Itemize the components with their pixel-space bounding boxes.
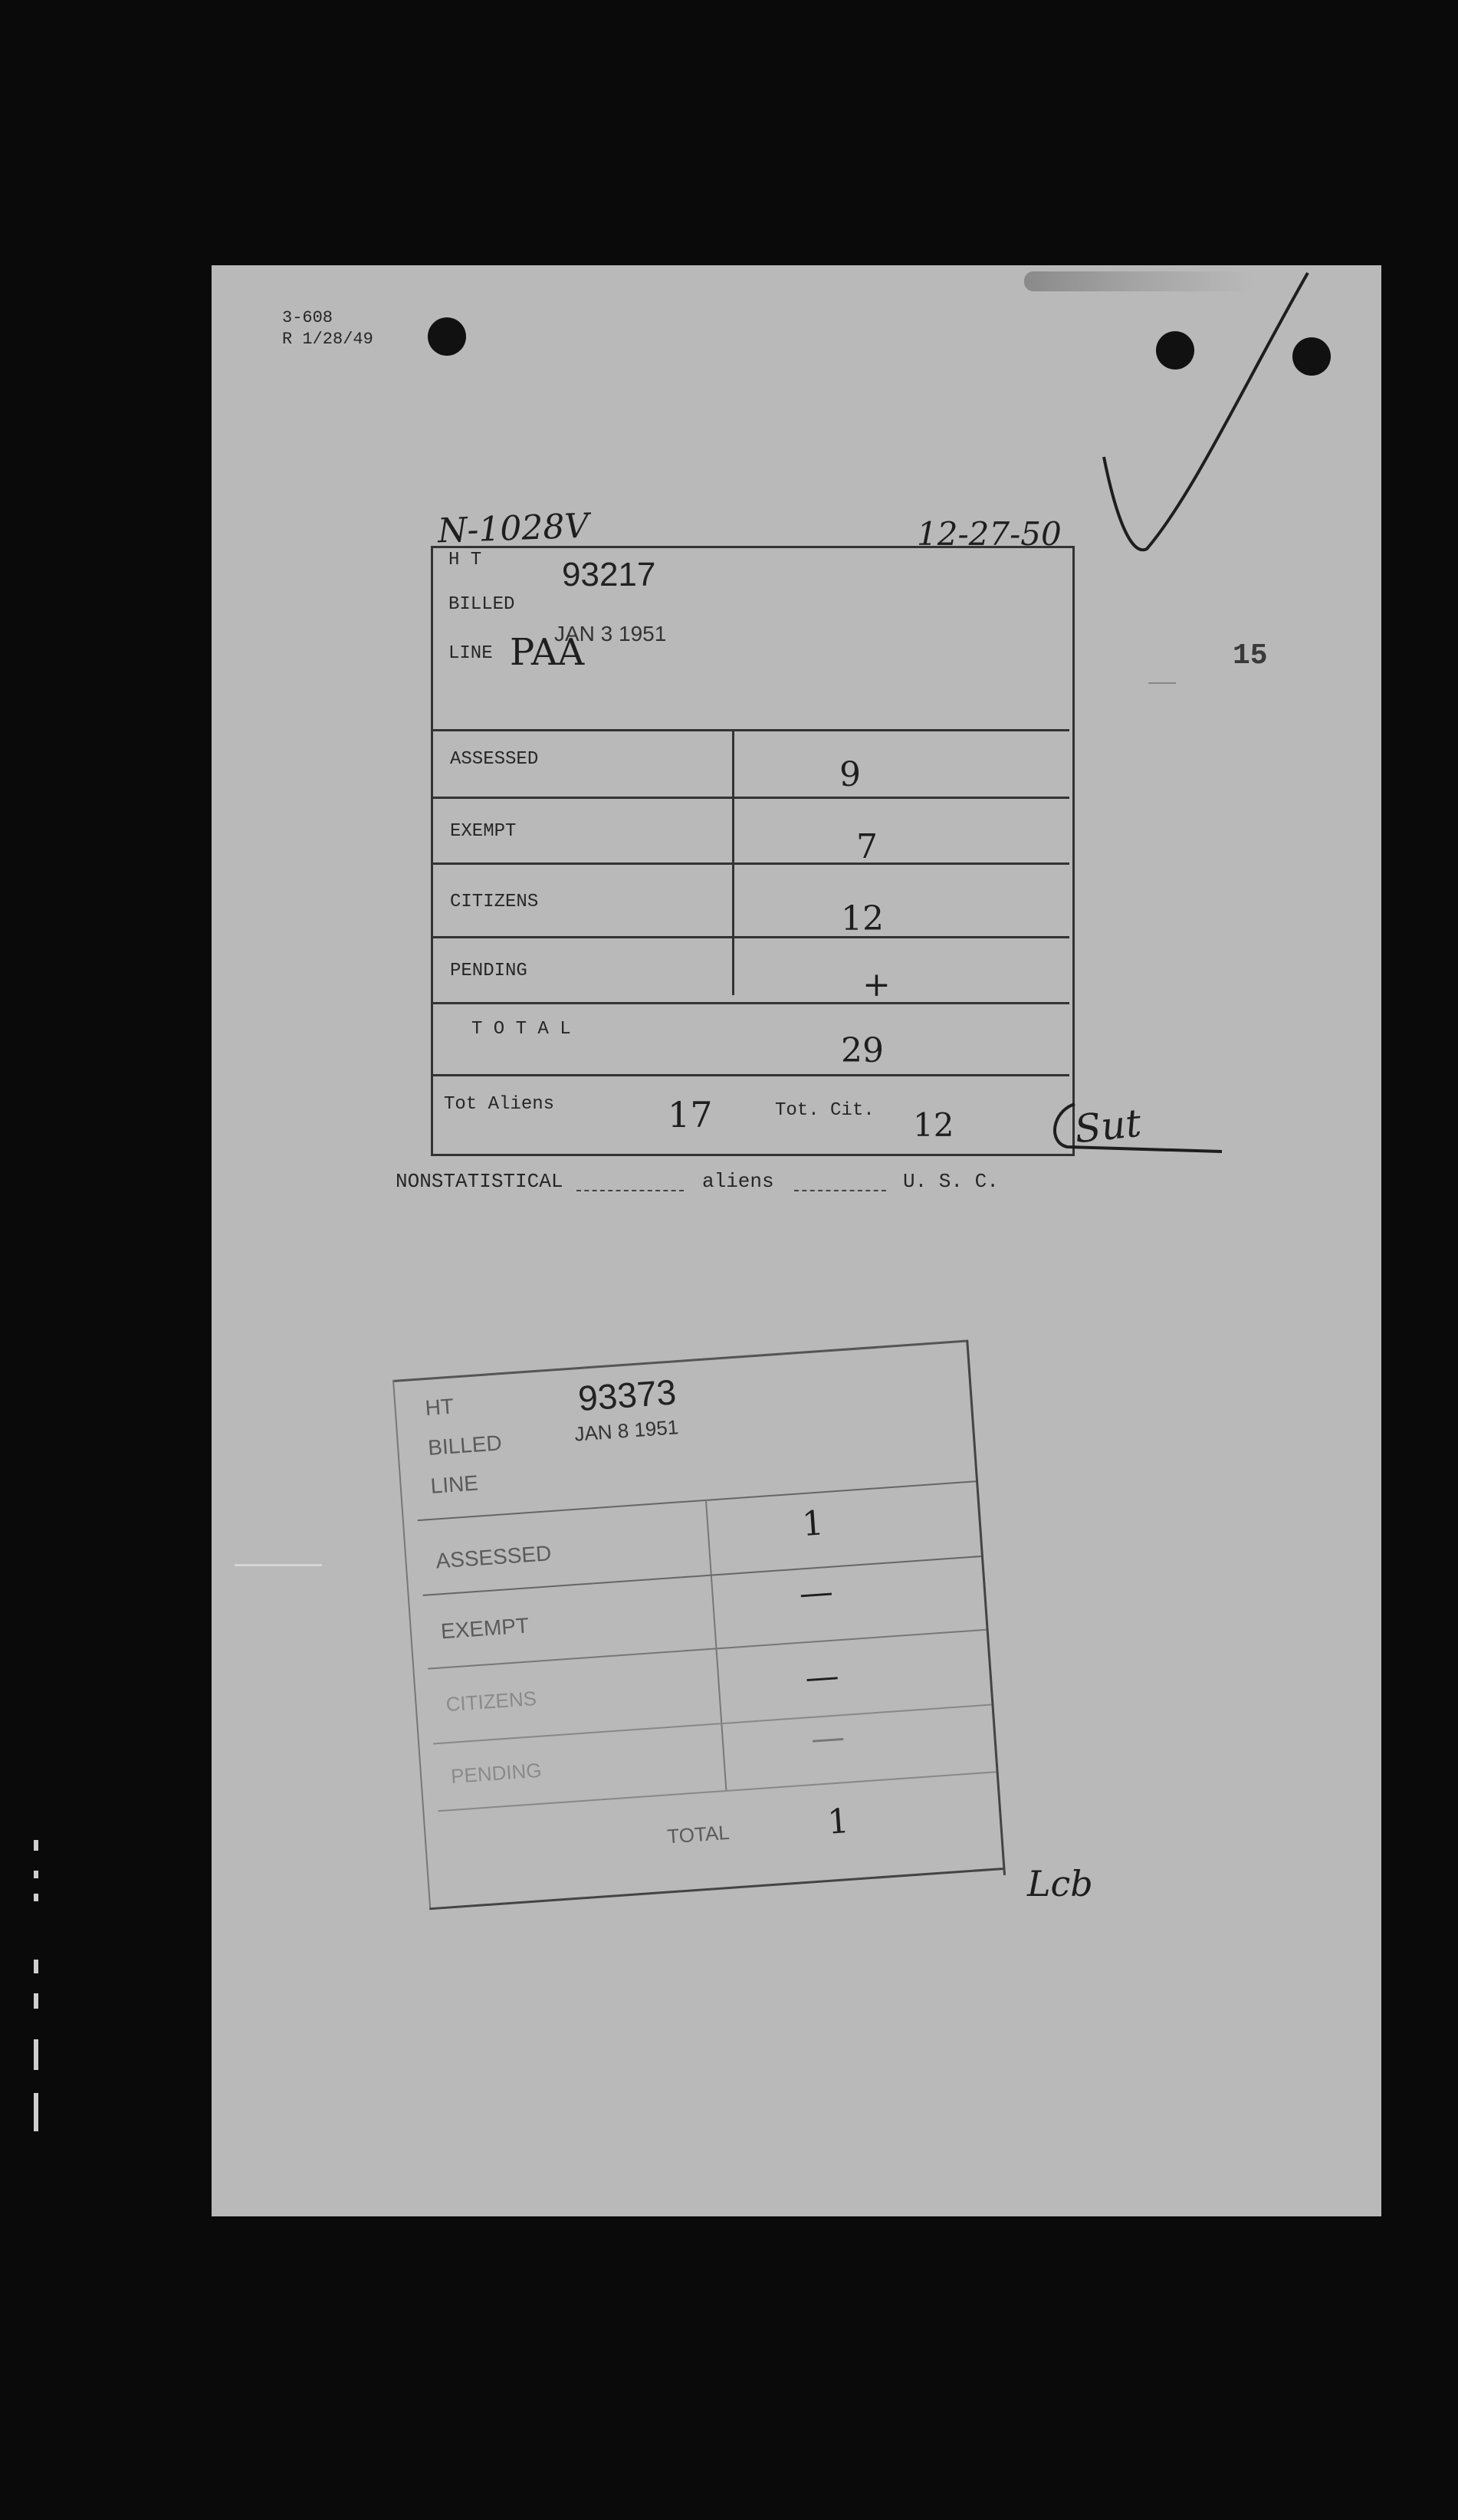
- divider: [433, 1074, 1069, 1076]
- aliens-label: aliens: [702, 1170, 774, 1193]
- tot-cit-value: 12: [913, 1106, 954, 1144]
- handwritten-date: 12-27-50: [917, 515, 1062, 553]
- billed-label: BILLED: [448, 594, 515, 615]
- divider: [433, 797, 1069, 799]
- divider: [433, 936, 1069, 938]
- file-number: 3-608: [282, 308, 333, 327]
- form2-line-label: LINE: [429, 1470, 479, 1498]
- form2-row-label-citizens: CITIZENS: [445, 1686, 537, 1717]
- form2-ht-label: HT: [424, 1394, 455, 1421]
- divider: [433, 729, 1069, 731]
- total-label: T O T A L: [471, 1019, 571, 1040]
- film-edge-mark: [34, 1993, 38, 2009]
- initials-secondary: Lcb: [1027, 1863, 1093, 1904]
- form2-billed-date-stamp: JAN 8 1951: [573, 1415, 680, 1446]
- row-value-citizens: 12: [841, 899, 884, 938]
- row-value-pending: +: [862, 965, 891, 1004]
- row-value-assessed: 9: [839, 755, 861, 794]
- line-label: LINE: [448, 643, 493, 664]
- ht-number: 93217: [562, 556, 656, 593]
- row-value-exempt: 7: [856, 827, 878, 866]
- line-value: PAA: [510, 631, 585, 674]
- initials-underline-icon: [1044, 1096, 1228, 1158]
- film-edge-mark: [34, 2093, 38, 2131]
- page-number: 15: [1233, 639, 1268, 672]
- nonstatistical-blank: [576, 1190, 684, 1191]
- form2-row-value-pending: —: [809, 1717, 846, 1759]
- film-edge-mark: [34, 1894, 38, 1901]
- ht-label: H T: [448, 550, 482, 570]
- row-label-pending: PENDING: [450, 961, 527, 981]
- form2-row-label-pending: PENDING: [450, 1758, 543, 1788]
- form2-row-label-exempt: EXEMPT: [439, 1613, 530, 1644]
- film-edge-mark: [34, 1840, 38, 1851]
- initials-primary: Sut: [1072, 1100, 1144, 1152]
- tot-aliens-label: Tot Aliens: [444, 1094, 555, 1115]
- form2-column-divider: [705, 1500, 727, 1790]
- form2-ht-number: 93373: [576, 1372, 678, 1419]
- form2-row-value-exempt: —: [797, 1572, 835, 1614]
- nonstatistical-label: NONSTATISTICAL: [396, 1170, 563, 1193]
- film-edge-mark: [34, 2039, 38, 2070]
- billed-date-stamp: JAN 3 1951: [554, 622, 667, 646]
- punch-hole-left: [428, 317, 466, 356]
- passenger-count-form-secondary: [392, 1339, 1010, 1907]
- film-edge-mark: [34, 1871, 38, 1878]
- margin-tick: [1148, 682, 1176, 684]
- record-line: R 1/28/49: [282, 330, 373, 349]
- usc-label: U. S. C.: [903, 1170, 999, 1193]
- form2-total-label: TOTAL: [666, 1820, 731, 1848]
- form2-row-value-citizens: —: [803, 1656, 841, 1698]
- divider: [433, 862, 1069, 865]
- tot-cit-label: Tot. Cit.: [775, 1100, 875, 1121]
- aliens-blank: [794, 1190, 886, 1191]
- passenger-count-form-primary: [431, 546, 1075, 1156]
- margin-line: [235, 1564, 322, 1566]
- total-value: 29: [841, 1031, 884, 1070]
- film-edge-mark: [34, 1960, 38, 1973]
- checkmark-icon: [1101, 265, 1315, 572]
- row-label-exempt: EXEMPT: [450, 821, 517, 842]
- divider: [433, 1002, 1069, 1004]
- tot-aliens-value: 17: [668, 1094, 713, 1135]
- row-label-assessed: ASSESSED: [450, 749, 539, 770]
- form2-row-value-assessed: 1: [800, 1503, 826, 1545]
- form2-billed-label: BILLED: [427, 1431, 503, 1460]
- form2-divider: [418, 1480, 976, 1521]
- row-label-citizens: CITIZENS: [450, 892, 539, 912]
- form2-total-value: 1: [826, 1801, 851, 1842]
- form2-row-label-assessed: ASSESSED: [435, 1541, 553, 1573]
- manifest-number: N-1028V: [437, 506, 589, 551]
